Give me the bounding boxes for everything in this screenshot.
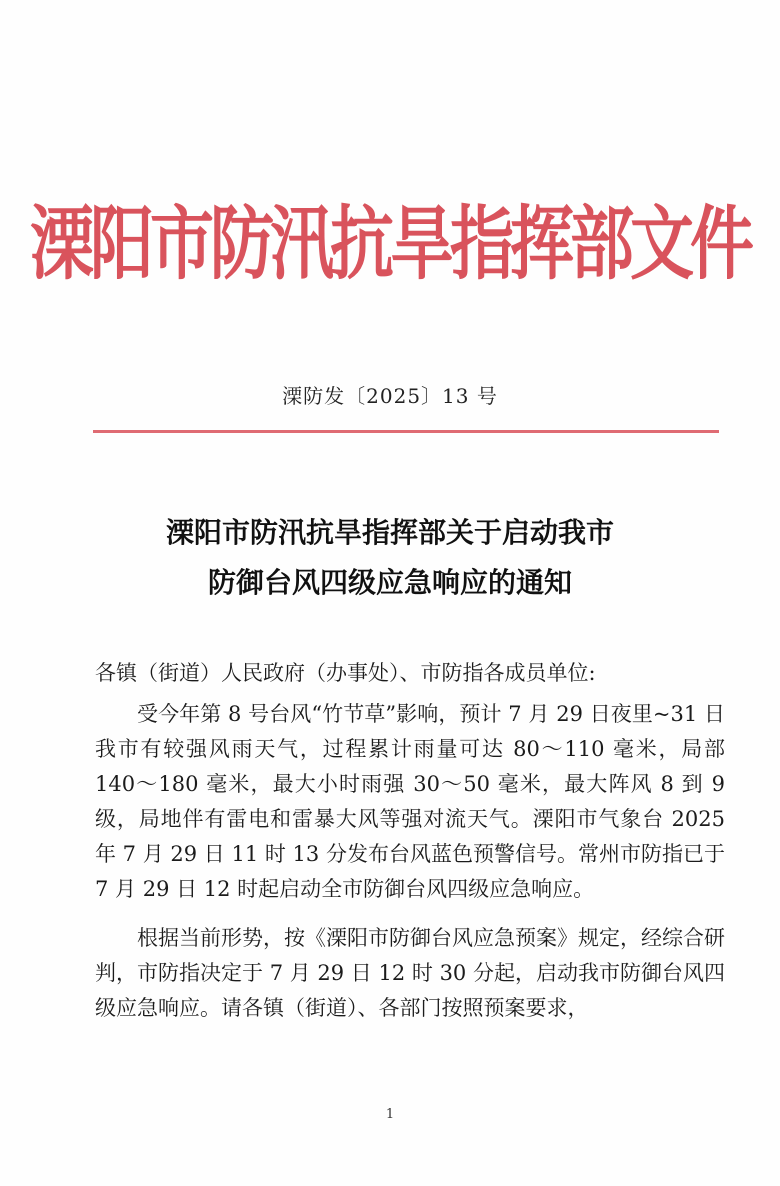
body-paragraph-2: 根据当前形势，按《溧阳市防御台风应急预案》规定，经综合研判，市防指决定于 7 月 29 日 12 时 30 分起，启动我市防御台风四级应急响应。请各镇（街道）、各部门按照预案要求， (95, 926, 725, 1020)
red-separator-line (93, 430, 719, 433)
document-number: 溧防发〔2025〕13 号 (282, 384, 498, 408)
title-line-1: 溧阳市防汛抗旱指挥部关于启动我市 (165, 516, 614, 549)
body-paragraph-1: 受今年第 8 号台风“竹节草”影响，预计 7 月 29 日夜里~31 日我市有较强风雨天气，过程累计雨量可达 80～110 毫米，局部 140～180 毫米，最大小时雨强 30～50 毫米，最大阵风 8 到 9 级，局地伴有雷电和雷暴大风等强对流天气。溧阳市气象台 2025 年 7 月 29 日 11 时 13 分发布台风蓝色预警信号。常州市防指已于 7 月 29 日 12 时起启动全市防御台风四级应急响应。 (95, 702, 725, 901)
page-number: 1 (385, 1107, 395, 1122)
issuing-authority-header: 溧阳市防汛抗旱指挥部文件 (30, 197, 750, 292)
document-title (0, 508, 780, 608)
title-line-2: 防御台风四级应急响应的通知 (207, 566, 572, 599)
salutation: 各镇（街道）人民政府（办事处）、市防指各成员单位: (95, 661, 596, 685)
document-body (95, 656, 725, 1040)
